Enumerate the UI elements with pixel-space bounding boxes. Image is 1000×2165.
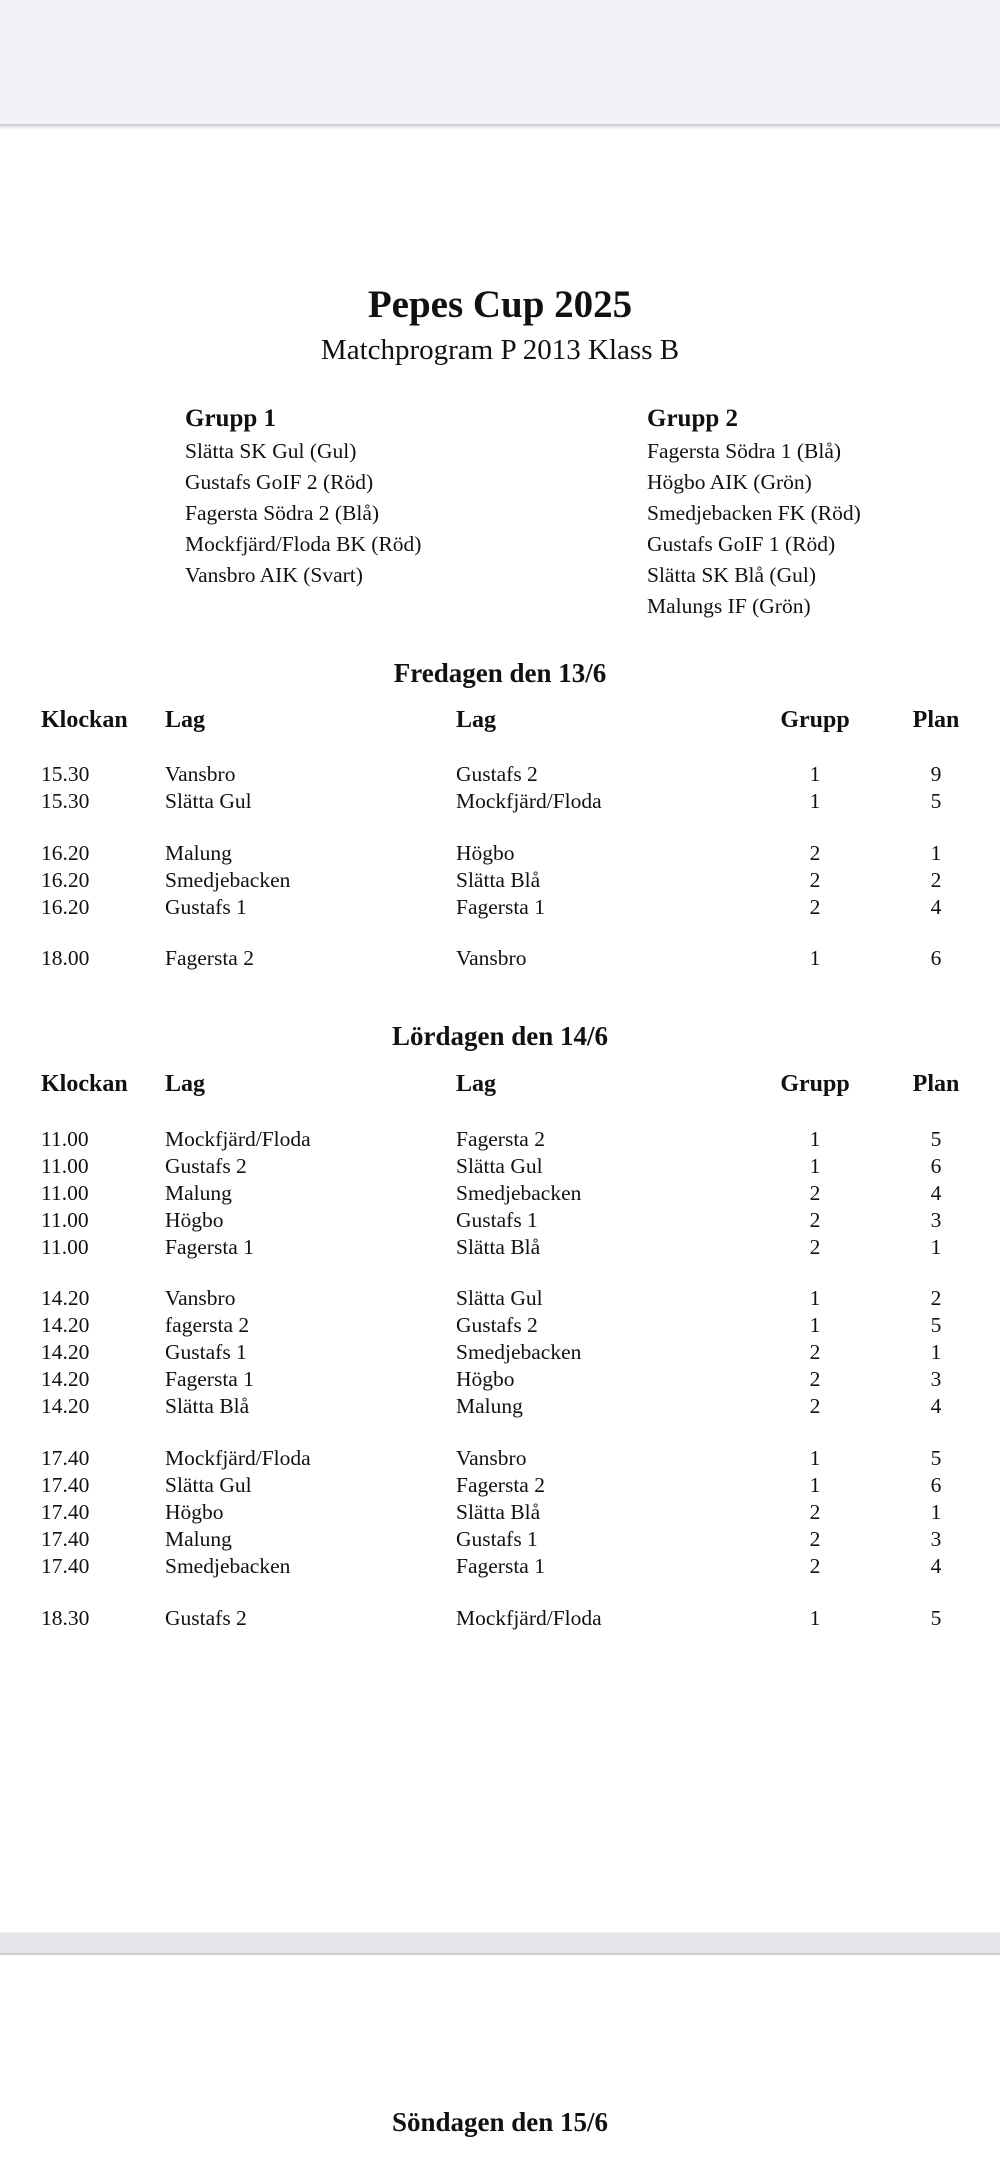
match-cell: Gustafs 1 <box>456 1208 538 1232</box>
match-cell: Malung <box>456 1394 523 1418</box>
match-cell: Smedjebacken <box>165 1554 291 1578</box>
match-cell: 2 <box>809 1235 821 1259</box>
group-team: Gustafs GoIF 2 (Röd) <box>185 470 374 494</box>
match-cell: 3 <box>930 1527 942 1551</box>
match-cell: Fagersta 2 <box>456 1127 545 1151</box>
match-cell: 5 <box>930 1446 942 1470</box>
match-cell: Gustafs 2 <box>165 1154 247 1178</box>
column-header: Plan <box>912 707 960 733</box>
match-cell: 17.40 <box>41 1500 90 1524</box>
match-cell: Fagersta 1 <box>165 1367 254 1391</box>
column-header: Grupp <box>780 1071 850 1097</box>
group-team: Fagersta Södra 2 (Blå) <box>185 501 380 525</box>
match-cell: 11.00 <box>41 1127 89 1151</box>
match-cell: 1 <box>809 789 821 813</box>
match-cell: 16.20 <box>41 841 90 865</box>
viewer-top-bar <box>0 0 1000 126</box>
match-cell: 2 <box>809 868 821 892</box>
match-cell: 5 <box>930 1606 942 1630</box>
match-cell: Fagersta 1 <box>456 895 545 919</box>
column-header: Lag <box>165 1071 206 1097</box>
match-cell: 18.30 <box>41 1606 90 1630</box>
match-cell: 5 <box>930 789 942 813</box>
match-cell: 1 <box>809 1313 821 1337</box>
match-cell: 11.00 <box>41 1154 89 1178</box>
match-cell: Vansbro <box>165 762 236 786</box>
match-cell: 14.20 <box>41 1367 90 1391</box>
match-cell: Mockfjärd/Floda <box>456 789 602 813</box>
match-cell: Smedjebacken <box>165 868 291 892</box>
match-cell: 9 <box>930 762 942 786</box>
match-cell: 2 <box>809 1500 821 1524</box>
match-cell: Gustafs 1 <box>165 895 247 919</box>
match-cell: 1 <box>809 1606 821 1630</box>
match-cell: 1 <box>930 1340 942 1364</box>
match-cell: Gustafs 2 <box>165 1606 247 1630</box>
match-cell: 15.30 <box>41 762 90 786</box>
match-cell: Fagersta 2 <box>165 946 254 970</box>
match-cell: 1 <box>930 1235 942 1259</box>
match-cell: 1 <box>809 762 821 786</box>
group-heading: Grupp 1 <box>185 405 277 432</box>
match-cell: Högbo <box>165 1500 224 1524</box>
column-header: Lag <box>456 1071 497 1097</box>
match-cell: 15.30 <box>41 789 90 813</box>
match-cell: 16.20 <box>41 895 90 919</box>
page-title: Pepes Cup 2025 <box>367 283 633 326</box>
day-heading-sunday: Söndagen den 15/6 <box>391 2107 609 2137</box>
match-cell: Högbo <box>165 1208 224 1232</box>
match-cell: 2 <box>809 895 821 919</box>
match-cell: Högbo <box>456 1367 515 1391</box>
match-cell: 4 <box>930 1181 942 1205</box>
group-team: Gustafs GoIF 1 (Röd) <box>647 532 836 556</box>
column-header: Grupp <box>780 707 850 733</box>
match-cell: 16.20 <box>41 868 90 892</box>
group-team: Slätta SK Gul (Gul) <box>185 439 357 463</box>
match-cell: 2 <box>809 1367 821 1391</box>
match-cell: 14.20 <box>41 1286 90 1310</box>
match-cell: 17.40 <box>41 1554 90 1578</box>
match-cell: 2 <box>809 841 821 865</box>
match-cell: 2 <box>809 1527 821 1551</box>
match-cell: 2 <box>930 1286 942 1310</box>
match-cell: Fagersta 2 <box>456 1473 545 1497</box>
match-cell: 1 <box>809 1127 821 1151</box>
match-cell: 14.20 <box>41 1394 90 1418</box>
column-header: Klockan <box>41 707 128 733</box>
match-cell: 2 <box>809 1394 821 1418</box>
column-header: Lag <box>165 707 206 733</box>
match-cell: 4 <box>930 1394 942 1418</box>
match-cell: 2 <box>809 1554 821 1578</box>
match-cell: Slätta Blå <box>456 1500 541 1524</box>
group-team: Fagersta Södra 1 (Blå) <box>647 439 842 463</box>
match-cell: Slätta Gul <box>165 1473 252 1497</box>
match-cell: 3 <box>930 1208 942 1232</box>
column-header: Plan <box>912 1071 960 1097</box>
match-cell: Smedjebacken <box>456 1181 582 1205</box>
match-cell: 5 <box>930 1127 942 1151</box>
match-cell: 1 <box>930 841 942 865</box>
column-header: Klockan <box>41 1071 128 1097</box>
match-cell: fagersta 2 <box>165 1313 250 1337</box>
match-cell: Gustafs 1 <box>456 1527 538 1551</box>
match-cell: 2 <box>809 1181 821 1205</box>
match-cell: 2 <box>809 1208 821 1232</box>
match-cell: 4 <box>930 895 942 919</box>
match-cell: 2 <box>930 868 942 892</box>
match-cell: Slätta Gul <box>456 1286 543 1310</box>
match-cell: Gustafs 1 <box>165 1340 247 1364</box>
match-cell: 3 <box>930 1367 942 1391</box>
group-team: Vansbro AIK (Svart) <box>185 563 363 587</box>
match-cell: 2 <box>809 1340 821 1364</box>
match-cell: Smedjebacken <box>456 1340 582 1364</box>
match-cell: 1 <box>930 1500 942 1524</box>
match-cell: Malung <box>165 1181 232 1205</box>
match-cell: Fagersta 1 <box>165 1235 254 1259</box>
match-cell: Slätta Gul <box>165 789 252 813</box>
match-cell: Fagersta 1 <box>456 1554 545 1578</box>
match-cell: Vansbro <box>456 946 527 970</box>
match-cell: 11.00 <box>41 1181 89 1205</box>
match-cell: 1 <box>809 1473 821 1497</box>
match-cell: Mockfjärd/Floda <box>456 1606 602 1630</box>
match-cell: Slätta Blå <box>456 1235 541 1259</box>
match-cell: 1 <box>809 946 821 970</box>
match-cell: 11.00 <box>41 1208 89 1232</box>
group-team: Mockfjärd/Floda BK (Röd) <box>185 532 422 556</box>
group-heading: Grupp 2 <box>647 405 739 432</box>
page-subtitle: Matchprogram P 2013 Klass B <box>320 334 680 366</box>
match-cell: Malung <box>165 1527 232 1551</box>
match-cell: 18.00 <box>41 946 90 970</box>
column-header: Lag <box>456 707 497 733</box>
match-cell: 5 <box>930 1313 942 1337</box>
match-cell: 11.00 <box>41 1235 89 1259</box>
match-cell: Vansbro <box>165 1286 236 1310</box>
match-cell: Vansbro <box>456 1446 527 1470</box>
group-team: Smedjebacken FK (Röd) <box>647 501 861 525</box>
match-cell: Mockfjärd/Floda <box>165 1446 311 1470</box>
day-heading: Lördagen den 14/6 <box>391 1021 609 1051</box>
match-cell: 17.40 <box>41 1527 90 1551</box>
group-team: Slätta SK Blå (Gul) <box>647 563 816 587</box>
page-separator <box>0 1932 1000 1955</box>
match-cell: 6 <box>930 1473 942 1497</box>
match-cell: Mockfjärd/Floda <box>165 1127 311 1151</box>
match-cell: 6 <box>930 1154 942 1178</box>
match-cell: Gustafs 2 <box>456 1313 538 1337</box>
match-cell: Slätta Blå <box>456 868 541 892</box>
match-cell: Slätta Gul <box>456 1154 543 1178</box>
match-cell: Slätta Blå <box>165 1394 250 1418</box>
match-cell: 1 <box>809 1154 821 1178</box>
match-cell: 17.40 <box>41 1446 90 1470</box>
match-cell: 1 <box>809 1286 821 1310</box>
group-team: Malungs IF (Grön) <box>647 594 811 618</box>
match-cell: Högbo <box>456 841 515 865</box>
match-cell: 14.20 <box>41 1313 90 1337</box>
day-heading: Fredagen den 13/6 <box>393 658 607 688</box>
match-cell: 6 <box>930 946 942 970</box>
match-cell: Gustafs 2 <box>456 762 538 786</box>
match-cell: 1 <box>809 1446 821 1470</box>
match-cell: 14.20 <box>41 1340 90 1364</box>
match-cell: 17.40 <box>41 1473 90 1497</box>
match-cell: 4 <box>930 1554 942 1578</box>
match-cell: Malung <box>165 841 232 865</box>
group-team: Högbo AIK (Grön) <box>647 470 812 494</box>
